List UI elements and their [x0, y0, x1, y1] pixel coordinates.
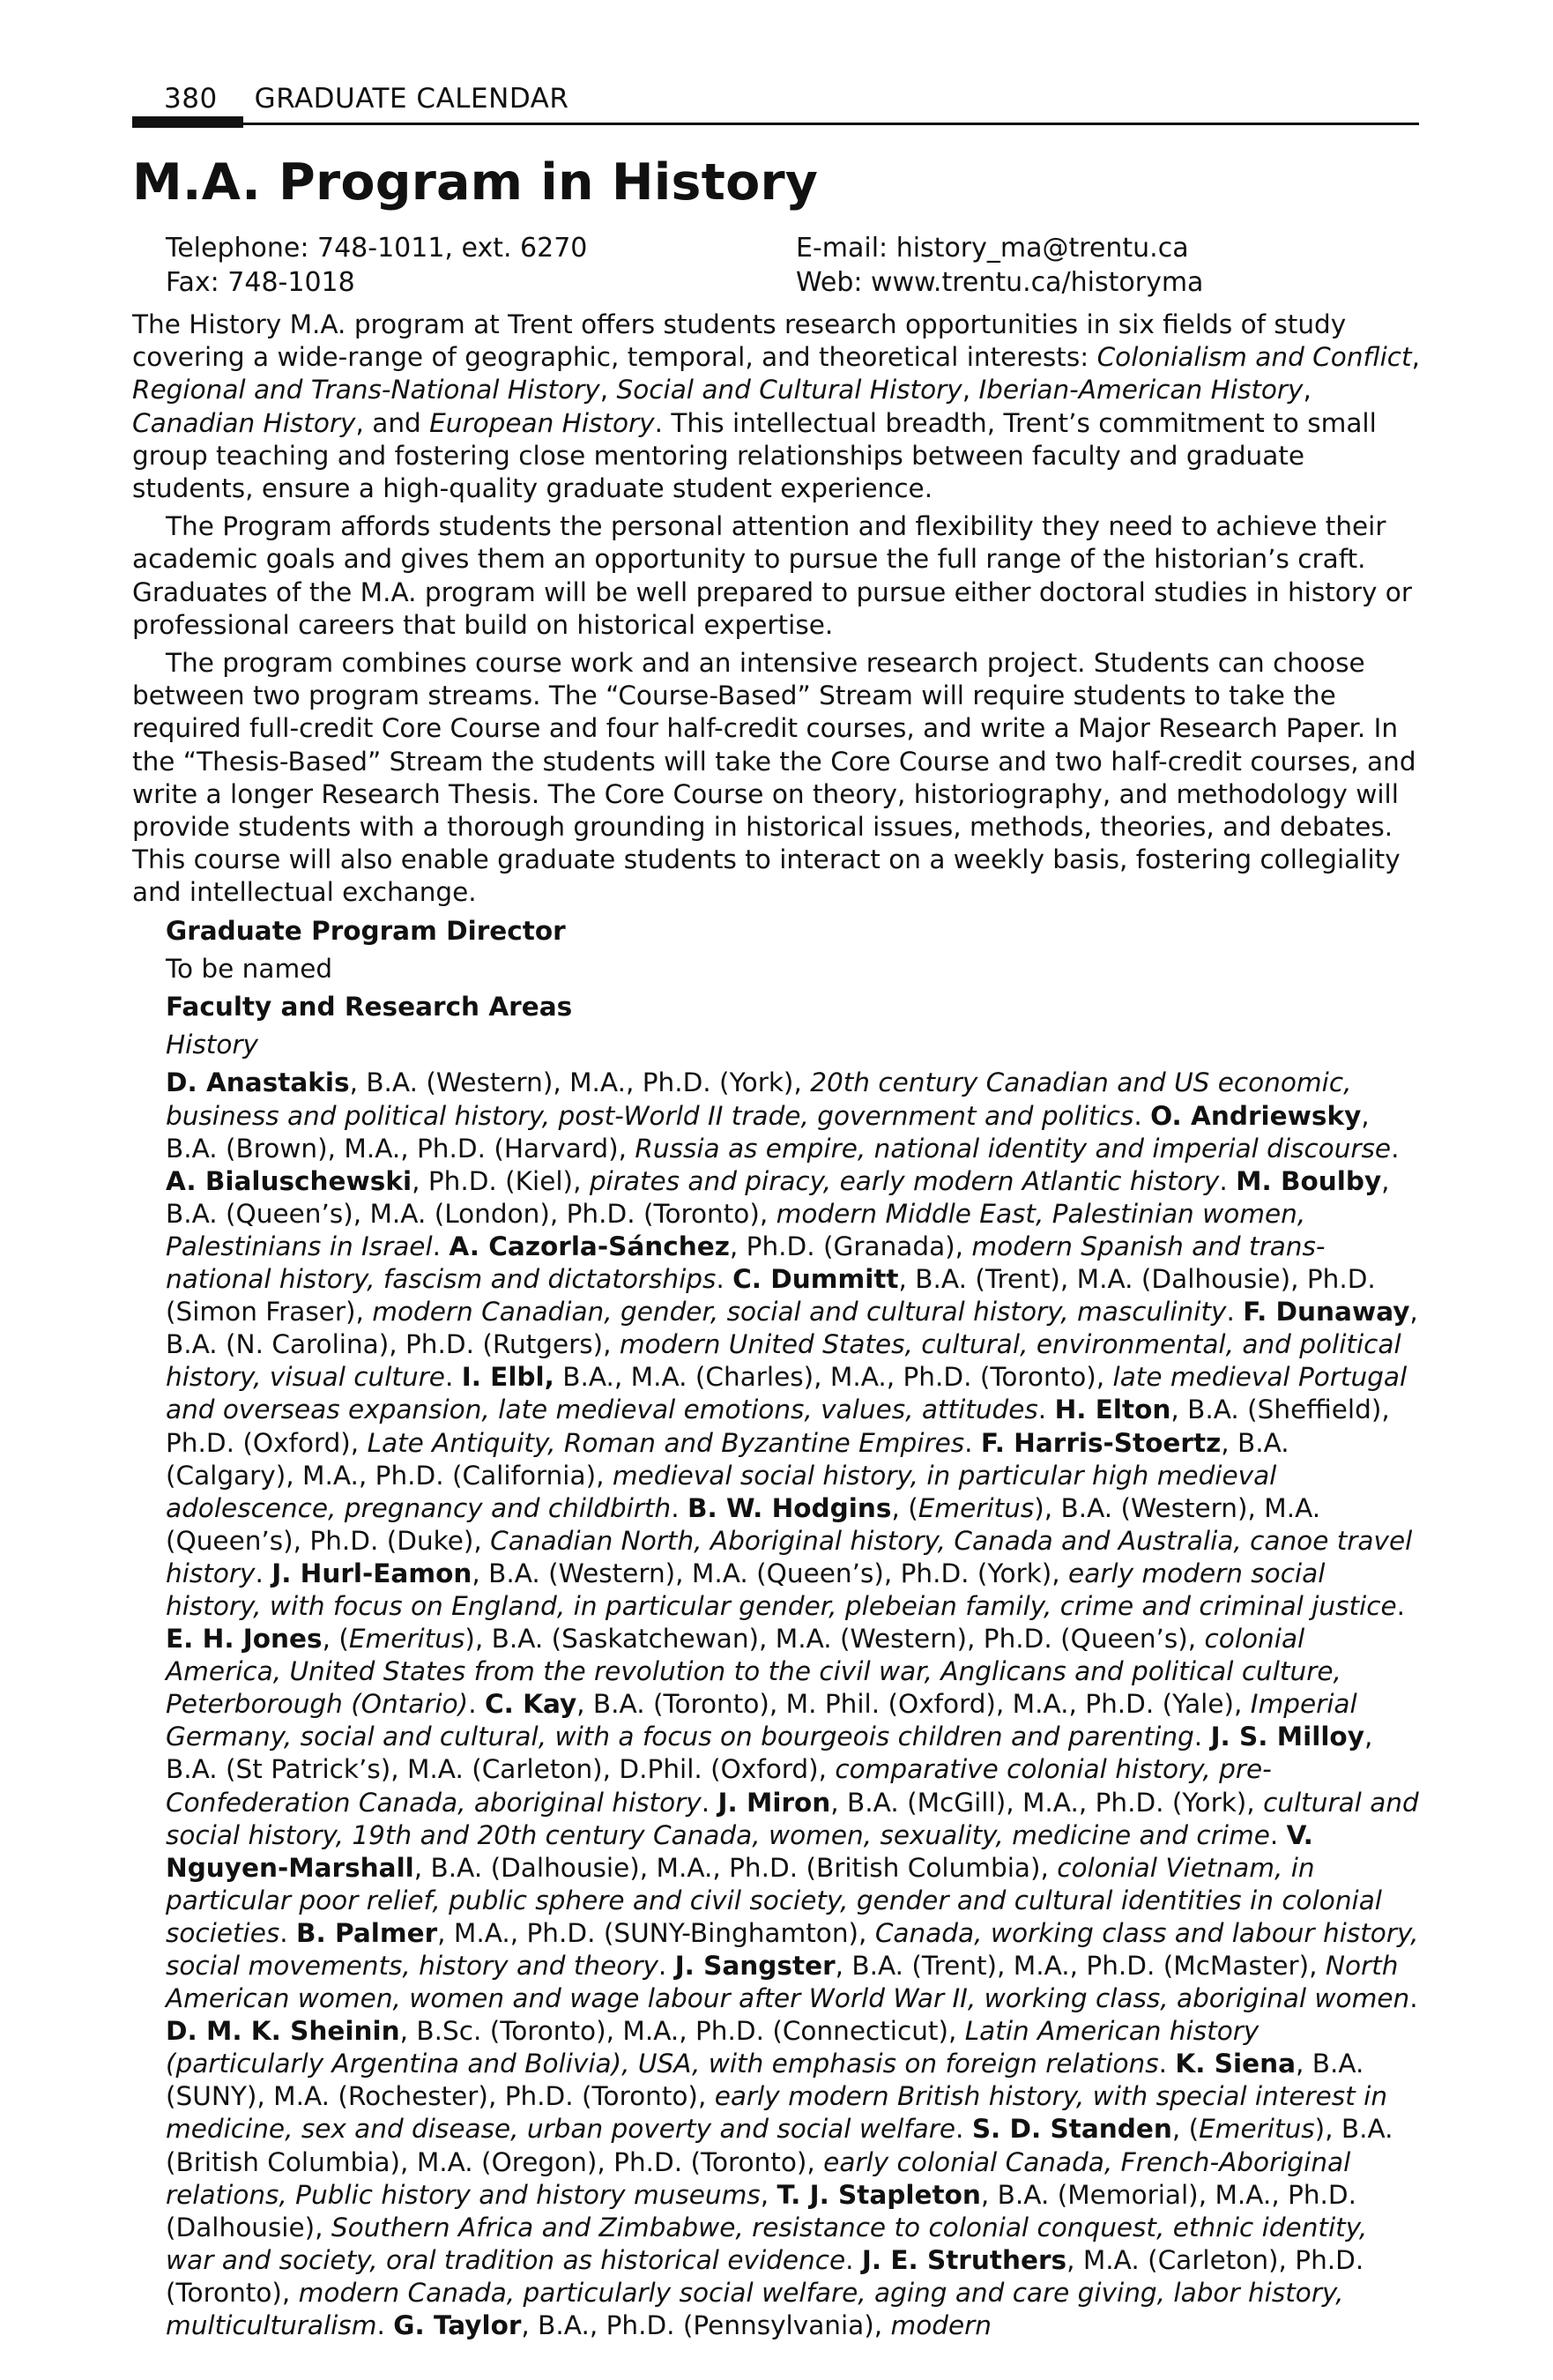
faculty-degrees: , M.A. (Carleton), Ph.D. (Toronto),: [166, 2244, 1364, 2308]
intro-paragraph: [132, 647, 1421, 910]
faculty-name: C. Dummitt: [732, 1264, 899, 1295]
faculty-degrees: , (: [322, 1624, 349, 1655]
faculty-name: S. D. Standen: [971, 2114, 1172, 2145]
faculty-name: H. Elton: [1054, 1395, 1171, 1425]
faculty-degrees: , B.A. (Dalhousie), M.A., Ph.D. (British Columbia),: [413, 1852, 1058, 1883]
faculty-name: B. Palmer: [296, 1917, 438, 1948]
paragraph-text: , and: [355, 407, 430, 438]
paragraph-text: The program combines course work and an intensive research project. Students can choose between two program streams. The “Course-Based” Stream will require students to take the required full-credit Core Course and four half-credit courses, and write a Major Research Paper. In the “Thesis-Based” Stream the students will take the Core Course and two half-credit courses, and write a longer Research Thesis. The Core Course on theory, historiography, and methodology will provide students with a thorough grounding in historical issues, methods, theories, and debates. This course will also enable graduate students to interact on a weekly basis, fostering collegiality and intellectual exchange.: [132, 648, 1416, 908]
faculty-degrees: , B.A. (N. Carolina), Ph.D. (Rutgers),: [166, 1297, 1418, 1360]
fax-text: Fax: 748-1018: [166, 267, 355, 298]
faculty-separator: .: [1391, 1133, 1400, 1164]
faculty-separator: .: [376, 2310, 394, 2341]
faculty-name: K. Siena: [1175, 2049, 1297, 2079]
running-head-section: GRADUATE CALENDAR: [254, 83, 569, 115]
faculty-degrees: , B.A. (Toronto), M. Phil. (Oxford), M.A., Ph.D. (Yale),: [576, 1689, 1251, 1720]
faculty-research-areas: medieval social history, in particular high medieval adolescence, pregnancy and childbirth: [166, 1460, 1277, 1523]
faculty-separator: .: [432, 1231, 450, 1261]
faculty-name: J. Sangster: [674, 1951, 836, 1981]
faculty-separator: .: [964, 1427, 981, 1458]
faculty-degrees: , B.A. (McGill), M.A., Ph.D. (York),: [830, 1787, 1264, 1818]
faculty-separator: .: [845, 2244, 862, 2275]
faculty-degrees: , B.A., Ph.D. (Pennsylvania),: [521, 2310, 891, 2341]
faculty-research-areas: early modern British history, with special interest in medicine, sex and disease, urban poverty and social welfare: [166, 2081, 1388, 2145]
faculty-research-areas: Canada, working class and labour history, social movements, history and theory: [166, 1917, 1419, 1981]
header-rule-block: [132, 116, 243, 128]
faculty-degrees: , B.A. (St Patrick’s), M.A. (Carleton), D.Phil. (Oxford),: [166, 1722, 1373, 1785]
faculty-degrees: ), B.A. (British Columbia), M.A. (Oregon), Ph.D. (Toronto),: [166, 2114, 1393, 2177]
faculty-name: A. Cazorla-Sánchez: [449, 1231, 730, 1261]
faculty-name: G. Taylor: [393, 2310, 522, 2341]
faculty-degrees: , Ph.D. (Granada),: [729, 1231, 972, 1261]
faculty-name: F. Dunaway: [1243, 1297, 1410, 1328]
faculty-degrees: , B.A. (Western), M.A. (Queen’s), Ph.D. (York),: [472, 1558, 1069, 1588]
field-name: Regional and Trans-National History: [132, 375, 600, 405]
faculty-research-areas: late medieval Portugal and overseas expansion, late medieval emotions, values, attitudes: [166, 1362, 1408, 1425]
faculty-degrees: , B.A. (Memorial), M.A., Ph.D. (Dalhousie),: [166, 2179, 1357, 2242]
faculty-degrees: , B.A. (Western), M.A., Ph.D. (York),: [349, 1067, 811, 1098]
faculty-name: B. W. Hodgins: [687, 1492, 892, 1523]
faculty-separator: .: [1409, 1983, 1418, 2014]
faculty-name: M. Boulby: [1236, 1165, 1382, 1196]
faculty-research-areas: Russia as empire, national identity and imperial discourse: [635, 1133, 1392, 1164]
faculty-name: V. Nguyen-Marshall: [166, 1819, 1313, 1883]
faculty-degrees: , B.A. (Queen’s), M.A. (London), Ph.D. (Toronto),: [166, 1165, 1390, 1229]
faculty-name: C. Kay: [484, 1689, 577, 1720]
contact-right-column: [796, 231, 1203, 300]
paragraph-text: ,: [1411, 342, 1420, 373]
faculty-research-areas: 20th century Canadian and US economic, business and political history, post-World II trade, government and politics: [166, 1067, 1352, 1131]
faculty-separator: .: [1037, 1395, 1055, 1425]
intro-paragraph: [132, 309, 1421, 505]
faculty-separator: .: [279, 1917, 297, 1948]
web-text: Web: www.trentu.ca/historyma: [796, 267, 1204, 298]
faculty-research-areas: modern Canadian, gender, social and cultural history, masculinity: [372, 1297, 1227, 1328]
faculty-name: J. Miron: [717, 1787, 831, 1818]
faculty-emeritus: Emeritus: [918, 1492, 1035, 1523]
email-text: E-mail: history_ma@trentu.ca: [796, 233, 1189, 264]
paragraph-text: ,: [1303, 375, 1312, 405]
faculty-emeritus: Emeritus: [348, 1624, 465, 1655]
faculty-entry: [166, 1166, 1236, 1196]
faculty-entry: [393, 2310, 992, 2340]
faculty-research-areas: modern Canada, particularly social welfare, aging and care giving, labor history, multiculturalism: [166, 2277, 1344, 2341]
director-heading: Graduate Program Director: [166, 915, 566, 946]
faculty-list: [166, 1067, 1421, 2342]
faculty-degrees: , B.A. (Trent), M.A., Ph.D. (McMaster),: [835, 1951, 1326, 1981]
paragraph-text: ,: [599, 375, 617, 405]
field-name: Colonialism and Conflict: [1096, 342, 1412, 373]
faculty-name: A. Bialuschewski: [166, 1165, 412, 1196]
faculty-degrees: ), B.A. (Saskatchewan), M.A. (Western), Ph.D. (Queen’s),: [464, 1624, 1205, 1655]
faculty-separator: .: [701, 1787, 718, 1818]
intro-paragraph: [132, 510, 1421, 642]
faculty-separator: .: [716, 1264, 733, 1295]
faculty-separator: .: [671, 1492, 687, 1523]
faculty-heading: Faculty and Research Areas: [166, 992, 573, 1023]
faculty-research-areas: modern: [890, 2310, 992, 2341]
contact-left-column: [166, 231, 587, 300]
faculty-name: J. Hurl-Eamon: [271, 1558, 472, 1588]
faculty-subheading: History: [166, 1030, 258, 1060]
faculty-research-areas: colonial Vietnam, in particular poor relief, public sphere and civil society, gender and cultural identities in colonial societies: [166, 1852, 1383, 1948]
page-number: 380: [164, 83, 218, 115]
faculty-separator: .: [1193, 1722, 1211, 1752]
faculty-separator: .: [1133, 1100, 1151, 1131]
faculty-research-areas: Late Antiquity, Roman and Byzantine Empires: [367, 1427, 965, 1458]
faculty-name: O. Andriewsky: [1150, 1100, 1362, 1131]
faculty-separator: .: [1396, 1590, 1406, 1621]
field-name: European History: [429, 407, 655, 438]
faculty-separator: .: [1226, 1297, 1244, 1328]
faculty-research-areas: Imperial Germany, social and cultural, with a focus on bourgeois children and parenting: [166, 1689, 1357, 1752]
faculty-separator: .: [1219, 1165, 1237, 1196]
faculty-separator: .: [255, 1558, 272, 1588]
faculty-research-areas: cultural and social history, 19th and 20th century Canada, women, sexuality, medicine and crime: [166, 1787, 1419, 1850]
faculty-research-areas: early colonial Canada, French-Aboriginal relations, Public history and history museums: [166, 2146, 1351, 2210]
paragraph-text: ,: [962, 375, 979, 405]
paragraph-text: The Program affords students the personal attention and flexibility they need to achieve their academic goals and gives them an opportunity to pursue the full range of the historian’s craft. Graduates of the M.A. program will be well prepared to pursue either doctoral studies in history or professional careers that build on historical expertise.: [132, 511, 1412, 640]
faculty-research-areas: comparative colonial history, pre-Confederation Canada, aboriginal history: [166, 1754, 1272, 1818]
faculty-entry: [166, 1558, 1405, 1621]
faculty-degrees: , (: [891, 1492, 918, 1523]
faculty-degrees: , Ph.D. (Kiel),: [412, 1165, 590, 1196]
faculty-entry: [166, 2016, 1259, 2079]
faculty-name: J. E. Struthers: [861, 2244, 1067, 2275]
faculty-research-areas: modern United States, cultural, environmental, and political history, visual culture: [166, 1329, 1401, 1393]
faculty-separator: .: [955, 2114, 972, 2145]
faculty-degrees: , M.A., Ph.D. (SUNY-Binghamton),: [437, 1917, 875, 1948]
faculty-name: D. Anastakis: [166, 1067, 350, 1098]
header-rule: [132, 123, 1419, 125]
faculty-research-areas: Southern Africa and Zimbabwe, resistance to colonial conquest, ethnic identity, war and society, oral tradition as historical evidence: [166, 2212, 1368, 2275]
faculty-emeritus: Emeritus: [1199, 2114, 1315, 2145]
faculty-degrees: , (: [1171, 2114, 1200, 2145]
faculty-separator: .: [468, 1689, 485, 1720]
faculty-separator: ,: [760, 2179, 777, 2210]
faculty-research-areas: Latin American history (particularly Argentina and Bolivia), USA, with emphasis on foreign relations: [166, 2016, 1259, 2079]
faculty-name: I. Elbl,: [461, 1362, 554, 1393]
faculty-degrees: , B.A. (SUNY), M.A. (Rochester), Ph.D. (Toronto),: [166, 2049, 1364, 2112]
faculty-degrees: , B.A. (Sheffield), Ph.D. (Oxford),: [166, 1395, 1390, 1458]
faculty-name: E. H. Jones: [166, 1624, 323, 1655]
faculty-research-areas: early modern social history, with focus on England, in particular gender, plebeian family, crime and criminal justice: [166, 1558, 1397, 1621]
paragraph-text: The History M.A. program at Trent offers students research opportunities in six fields of study covering a wide-range of geographic, temporal, and theoretical interests:: [132, 309, 1347, 373]
faculty-degrees: ), B.A. (Western), M.A. (Queen’s), Ph.D. (Duke),: [166, 1492, 1321, 1556]
field-name: Canadian History: [132, 407, 356, 438]
program-description: [132, 309, 1421, 2342]
faculty-name: F. Harris-Stoertz: [980, 1427, 1222, 1458]
faculty-degrees: , B.A. (Calgary), M.A., Ph.D. (California),: [166, 1427, 1289, 1491]
field-name: Iberian-American History: [978, 375, 1304, 405]
faculty-degrees: , B.A. (Brown), M.A., Ph.D. (Harvard),: [166, 1100, 1370, 1164]
faculty-separator: .: [444, 1362, 462, 1393]
field-name: Social and Cultural History: [616, 375, 962, 405]
faculty-name: J. S. Milloy: [1210, 1722, 1364, 1752]
faculty-research-areas: modern Spanish and trans-national history, fascism and dictatorships: [166, 1231, 1326, 1295]
faculty-separator: .: [1158, 2049, 1176, 2079]
faculty-research-areas: colonial America, United States from the revolution to the civil war, Anglicans and political culture, Peterborough (Ontario): [166, 1624, 1341, 1720]
running-head-text: [164, 81, 568, 116]
faculty-research-areas: modern Middle East, Palestinian women, Palestinians in Israel: [166, 1198, 1306, 1261]
faculty-research-areas: North American women, women and wage labour after World War II, working class, aboriginal women: [166, 1951, 1410, 2014]
faculty-name: T. J. Stapleton: [776, 2179, 981, 2210]
faculty-separator: .: [1269, 1819, 1287, 1850]
page-title: M.A. Program in History: [132, 153, 819, 212]
telephone-text: Telephone: 748-1011, ext. 6270: [166, 233, 588, 264]
director-value: To be named: [166, 953, 333, 984]
running-head: [132, 81, 1419, 127]
faculty-research-areas: Canadian North, Aboriginal history, Canada and Australia, canoe travel history: [166, 1525, 1413, 1588]
faculty-name: D. M. K. Sheinin: [166, 2016, 400, 2047]
faculty-degrees: , B.Sc. (Toronto), M.A., Ph.D. (Connecticut),: [399, 2016, 965, 2047]
paragraph-text: . This intellectual breadth, Trent’s commitment to small group teaching and fostering close mentoring relationships between faculty and graduate students, ensure a high-quality graduate student experience.: [132, 407, 1377, 504]
faculty-separator: .: [658, 1951, 675, 1981]
faculty-research-areas: pirates and piracy, early modern Atlantic history: [589, 1165, 1220, 1196]
faculty-degrees: B.A., M.A. (Charles), M.A., Ph.D. (Toronto),: [554, 1362, 1113, 1393]
faculty-degrees: , B.A. (Trent), M.A. (Dalhousie), Ph.D. (Simon Fraser),: [166, 1264, 1376, 1328]
